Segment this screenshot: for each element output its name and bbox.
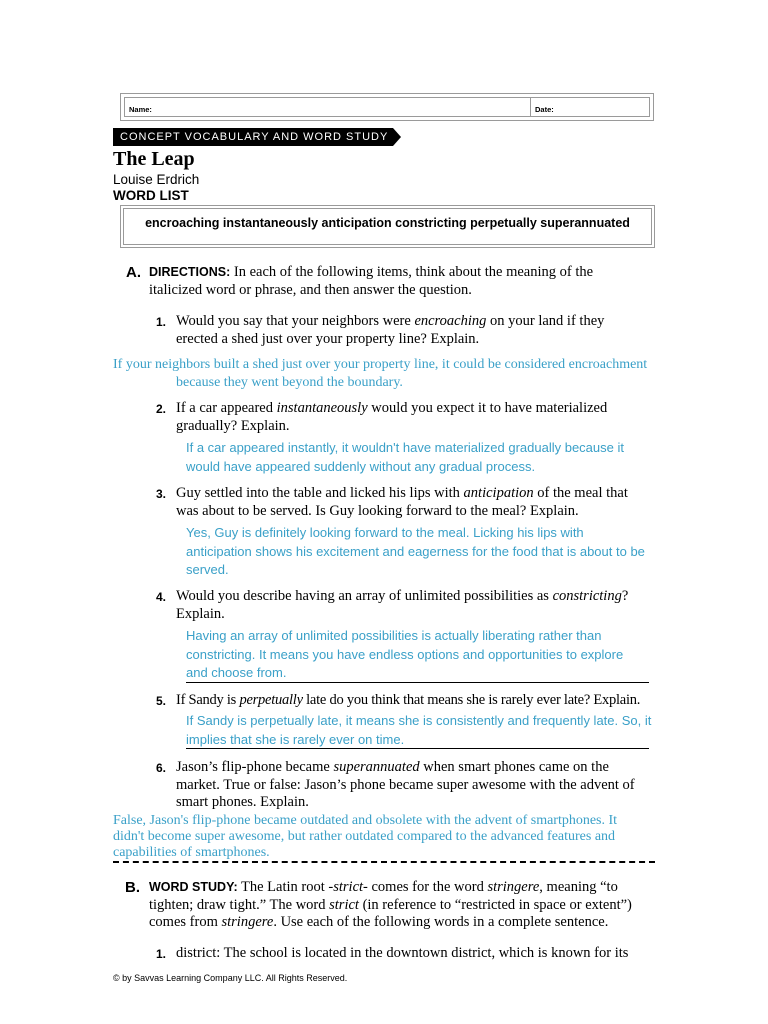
item-6-question: Jason’s flip-phone became superannuated when smart phones came on the market. True or false: Jason’s phone became super awesome with the advent of smart phones. Explain. (176, 759, 635, 810)
item-1-vocab-word: encroaching (414, 313, 487, 329)
word-list-heading: WORD LIST (113, 188, 189, 203)
section-a-directions (149, 264, 619, 299)
item-4-vocab-word: constricting (552, 588, 622, 604)
item-4-answer: Having an array of unlimited possibilities is actually liberating rather than constricting. It means you have endless options and opportunities to explore and choose from. (186, 628, 624, 680)
item-3-vocab-word: anticipation (463, 485, 534, 501)
item-1-number: 1. (156, 315, 167, 329)
word-list-box (120, 205, 655, 248)
word-list-inner-border (123, 208, 652, 245)
author-name: Louise Erdrich (113, 172, 200, 187)
section-a-letter: A. (126, 264, 141, 281)
latin-root: strict (333, 879, 364, 895)
item-3-number: 3. (156, 487, 167, 501)
item-1-question: Would you say that your neighbors were encroaching on your land if they erected a shed just over your property line? Explain. (176, 313, 605, 347)
section-b-letter: B. (125, 879, 140, 896)
name-date-divider (530, 98, 531, 116)
item-4-question: Would you describe having an array of unlimited possibilities as constricting? Explain. (176, 588, 629, 622)
word-study-label: WORD STUDY: (149, 880, 238, 894)
word-list: encroaching instantaneously anticipation constricting perpetually superannuated (145, 216, 630, 230)
item-1-answer: If your neighbors built a shed just over your property line, it could be considered encroachment because they went beyond the boundary. (113, 357, 648, 390)
item-6-number: 6. (156, 761, 167, 775)
item-3-question: Guy settled into the table and licked his lips with anticipation of the meal that was about to be served. Is Guy looking forward to the meal? Explain. (176, 485, 628, 519)
item-2-number: 2. (156, 402, 167, 416)
word-study-item-1-number: 1. (156, 947, 167, 961)
section-b-directions: WORD STUDY: The Latin root -strict- comes for the word stringere, meaning “to tighten; draw tight.” The word strict (in reference to “restricted in space or extent”) comes from stringere. Use each of the following words in a complete sentence. (149, 879, 632, 930)
item-2-vocab-word: instantaneously (276, 400, 368, 416)
item-2-answer: If a car appeared instantly, it wouldn't have materialized gradually because it would have appeared suddenly without any gradual process. (186, 440, 624, 474)
name-date-box (120, 93, 654, 121)
directions-text: In each of the following items, think about the meaning of the italicized word or phrase, and then answer the question. (149, 264, 594, 298)
item-5-vocab-word: perpetually (239, 692, 303, 708)
item-3-answer: Yes, Guy is definitely looking forward to the meal. Licking his lips with anticipation shows his excitement and eagerness for the food that is about to be served. (186, 525, 645, 577)
copyright-footer: © by Savvas Learning Company LLC. All Rights Reserved. (113, 973, 348, 983)
item-6-answer: False, Jason's flip-phone became outdated and obsolete with the advent of smartphones. It didn't become super awesome, but rather outdated compared to the advanced features and capabilities of smartphones. (113, 813, 618, 860)
directions-label: DIRECTIONS: (149, 265, 231, 279)
name-date-inner-border (124, 97, 650, 117)
item-4-number: 4. (156, 590, 167, 604)
page-title: The Leap (113, 148, 195, 170)
section-banner: CONCEPT VOCABULARY AND WORD STUDY (113, 128, 393, 146)
item-5-answer: If Sandy is perpetually late, it means she is consistently and frequently late. So, it implies that she is rarely ever on time. (186, 713, 652, 747)
name-label: Name: (129, 105, 152, 114)
date-label: Date: (535, 105, 554, 114)
word-study-item-1-text: district: The school is located in the downtown district, which is known for its (176, 945, 629, 961)
item-5-answer-rule (186, 748, 649, 749)
banner-arrow-tip (393, 128, 401, 146)
item-4-answer-rule (186, 682, 649, 683)
section-divider-dashed (113, 861, 655, 863)
item-2-question: If a car appeared instantaneously would you expect it to have materialized gradually? Explain. (176, 400, 608, 434)
item-5-number: 5. (156, 694, 167, 708)
item-5-question: If Sandy is perpetually late do you think that means she is rarely ever late? Explain. (176, 692, 641, 708)
item-6-vocab-word: superannuated (333, 759, 420, 775)
